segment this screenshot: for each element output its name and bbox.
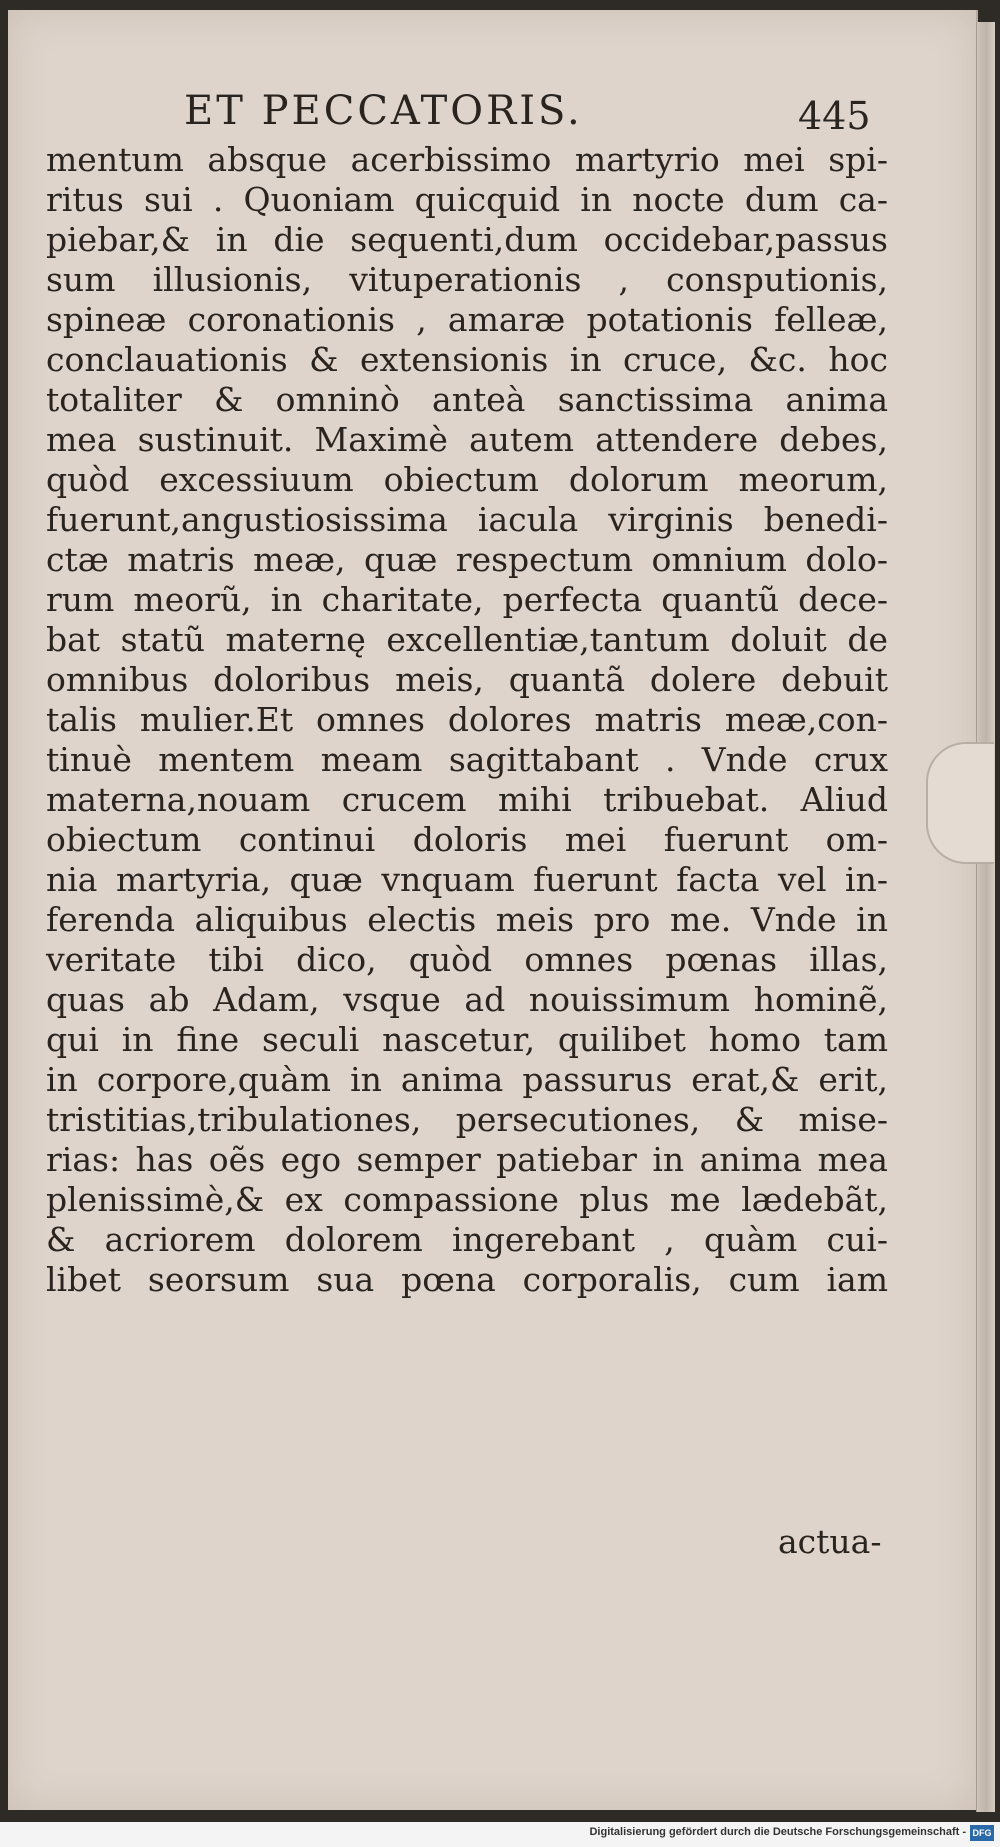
- page-edge: [976, 22, 995, 1812]
- text-line: obiectum continui doloris mei fuerunt om-: [46, 820, 888, 859]
- text-line: materna,nouam crucem mihi tribuebat. Aliud: [46, 780, 888, 819]
- text-line: libet seorsum sua pœna corporalis, cum iam: [46, 1260, 888, 1299]
- page-header: [8, 88, 976, 144]
- text-line: ritus sui . Quoniam quicquid in nocte dum ca-: [46, 180, 888, 219]
- text-line: qui in fine seculi nascetur, quilibet homo tam: [46, 1020, 888, 1059]
- dfg-logo-icon: DFG: [970, 1825, 994, 1841]
- text-line: quas ab Adam, vsque ad nouissimum hominẽ,: [46, 980, 888, 1019]
- text-line: spineæ coronationis , amaræ potationis felleæ,: [46, 300, 888, 339]
- text-line: rias: has oẽs ego semper patiebar in anima mea: [46, 1140, 888, 1179]
- page-tab-marker: [926, 742, 994, 864]
- text-line: quòd excessiuum obiectum dolorum meorum,: [46, 460, 888, 499]
- text-line: piebar,& in die sequenti,dum occidebar,passus: [46, 220, 888, 259]
- text-line: plenissimè,& ex compassione plus me lædebãt,: [46, 1180, 888, 1219]
- text-line: mea sustinuit. Maximè autem attendere debes,: [46, 420, 888, 459]
- text-line: bat statũ maternę excellentiæ,tantum doluit de: [46, 620, 888, 659]
- text-line: nia martyria, quæ vnquam fuerunt facta vel in-: [46, 860, 888, 899]
- page-number: 445: [798, 94, 871, 138]
- text-line: rum meorũ, in charitate, perfecta quantũ dece-: [46, 580, 888, 619]
- text-line: omnibus doloribus meis, quantã dolere debuit: [46, 660, 888, 699]
- text-block: [46, 140, 888, 1300]
- text-line: veritate tibi dico, quòd omnes pœnas illas,: [46, 940, 888, 979]
- text-line: ctæ matris meæ, quæ respectum omnium dolo-: [46, 540, 888, 579]
- text-line: fuerunt,angustiosissima iacula virginis benedi-: [46, 500, 888, 539]
- digitization-footer: [0, 1822, 1000, 1847]
- text-line: & acriorem dolorem ingerebant , quàm cui-: [46, 1220, 888, 1259]
- text-line: tristitias,tribulationes, persecutiones, & mise-: [46, 1100, 888, 1139]
- text-line: in corpore,quàm in anima passurus erat,& erit,: [46, 1060, 888, 1099]
- text-line: talis mulier.Et omnes dolores matris meæ,con-: [46, 700, 888, 739]
- running-head: ET PECCATORIS.: [184, 88, 583, 134]
- text-line: ferenda aliquibus electis meis pro me. Vnde in: [46, 900, 888, 939]
- text-line: conclauationis & extensionis in cruce, &c. hoc: [46, 340, 888, 379]
- text-line: sum illusionis, vituperationis , consputionis,: [46, 260, 888, 299]
- book-page: [8, 10, 978, 1810]
- funding-credit: Digitalisierung gefördert durch die Deutsche Forschungsgemeinschaft -: [589, 1826, 966, 1838]
- text-line: tinuè mentem meam sagittabant . Vnde crux: [46, 740, 888, 779]
- text-line: totaliter & omninò anteà sanctissima anima: [46, 380, 888, 419]
- catchword: actua-: [778, 1522, 882, 1561]
- text-line: mentum absque acerbissimo martyrio mei spi-: [46, 140, 888, 179]
